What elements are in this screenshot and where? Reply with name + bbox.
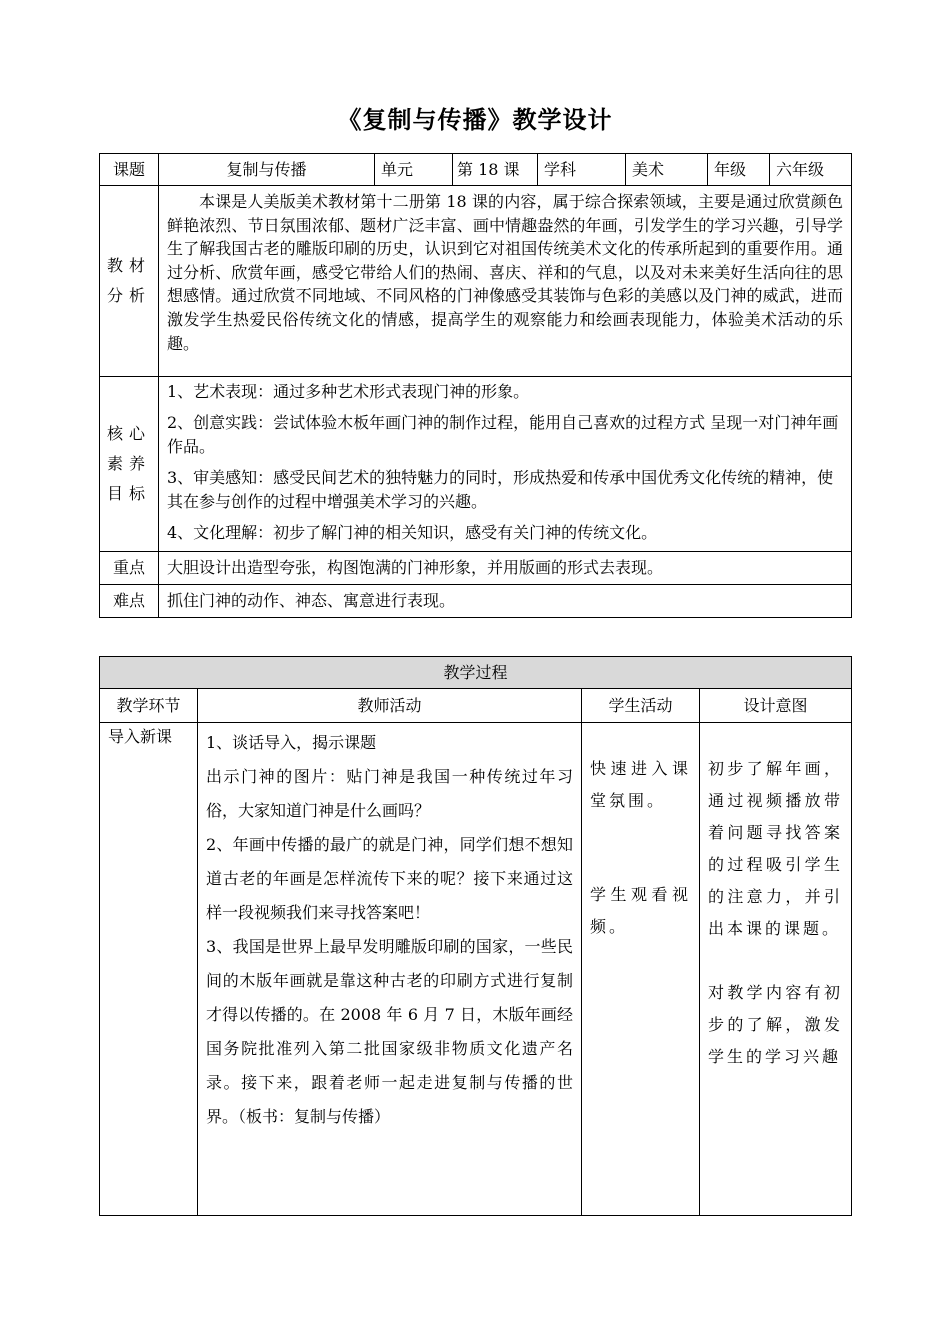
lesson-info-table: [99, 153, 852, 618]
difficulty-label: 难点: [100, 585, 159, 618]
teacher-step: 出示门神的图片：贴门神是我国一种传统过年习俗，大家知道门神是什么画吗？: [206, 767, 573, 820]
goal-item: 4、文化理解：初步了解门神的相关知识，感受有关门神的传统文化。: [167, 523, 658, 542]
teacher-step: 3、我国是世界上最早发明雕版印刷的国家，一些民间的木版年画就是靠这种古老的印刷方式进行复制才得以传播的。在 2008 年 6 月 7 日，木版年画经国务院批准列入第二批国家级非物质文化遗产名录。接下来，跟着老师一起走进复制与传播的世界。（板书：复制与传播）: [206, 937, 573, 1126]
goals-label-line3: 目标: [106, 484, 151, 503]
page-title: 《复制与传播》教学设计: [337, 105, 613, 134]
goals-content: [159, 377, 852, 552]
difficulty-text: 抓住门神的动作、神态、寓意进行表现。: [159, 585, 852, 618]
subject-label: 学科: [538, 154, 626, 186]
key-point-text: 大胆设计出造型夸张，构图饱满的门神形象，并用版画的形式去表现。: [159, 552, 852, 585]
analysis-text: 本课是人美版美术教材第十二册第 18 课的内容，属于综合探索领域，主要是通过欣赏颜色鲜艳浓烈、节日氛围浓郁、题材广泛丰富、画中情趣盎然的年画，引发学生的学习兴趣，引导学生了解我国古老的雕版印刷的历史，认识到它对祖国传统美术文化的传承所起到的重要作用。通过分析、欣赏年画，感受它带给人们的热闹、喜庆、祥和的气息，以及对未来美好生活向往的思想感情。通过欣赏不同地域、不同风格的门神像感受其装饰与色彩的美感以及门神的威武，进而激发学生热爱民俗传统文化的情感，提高学生的观察能力和绘画表现能力，体验美术活动的乐趣。: [167, 192, 843, 353]
process-columns-row: [100, 689, 852, 723]
column-teacher: 教师活动: [198, 689, 582, 723]
student-activity: [582, 723, 700, 1216]
analysis-label-line1: 教材: [106, 256, 151, 275]
subject-value: 美术: [626, 154, 708, 186]
stage-cell: 导入新课: [100, 723, 198, 1216]
goals-label-line2: 素养: [106, 454, 151, 473]
column-stage: 教学环节: [100, 689, 198, 723]
column-student: 学生活动: [582, 689, 700, 723]
teacher-step: 1、谈话导入，揭示课题: [206, 733, 377, 752]
analysis-row: [100, 186, 852, 377]
process-row: [100, 723, 852, 1216]
column-intent: 设计意图: [700, 689, 852, 723]
key-point-label: 重点: [100, 552, 159, 585]
key-point-row: [100, 552, 852, 585]
goals-label-line1: 核心: [106, 424, 151, 443]
teacher-activity: [198, 723, 582, 1216]
topic-label: 课题: [100, 154, 159, 186]
intent-item: 初步了解年画，通过视频播放带着问题寻找答案的过程吸引学生的注意力，并引出本课的课题。: [708, 759, 844, 938]
process-header: 教学过程: [100, 657, 852, 689]
intent-item: 对教学内容有初步的了解，激发学生的学习兴趣: [708, 983, 844, 1066]
grade-value: 六年级: [770, 154, 852, 186]
unit-label: 单元: [375, 154, 453, 186]
goals-row: [100, 377, 852, 552]
grade-label: 年级: [708, 154, 770, 186]
goal-item: 3、审美感知：感受民间艺术的独特魅力的同时，形成热爱和传承中国优秀文化传统的精神，使其在参与创作的过程中增强美术学习的兴趣。: [167, 468, 834, 511]
process-header-row: [100, 657, 852, 689]
analysis-content: [159, 186, 852, 377]
analysis-label: [100, 186, 159, 377]
topic-value: 复制与传播: [159, 154, 375, 186]
goals-label: [100, 377, 159, 552]
goal-item: 2、创意实践：尝试体验木板年画门神的制作过程，能用自己喜欢的过程方式 呈现一对门神年画作品。: [167, 413, 839, 456]
info-row: [100, 154, 852, 186]
teacher-step: 2、年画中传播的最广的就是门神，同学们想不想知道古老的年画是怎样流传下来的呢？接下来通过这样一段视频我们来寻找答案吧！: [206, 835, 573, 922]
unit-value: 第 18 课: [453, 154, 538, 186]
analysis-label-line2: 分析: [106, 286, 151, 305]
difficulty-row: [100, 585, 852, 618]
student-step: 快速进入课堂氛围。: [590, 759, 691, 810]
design-intent: [700, 723, 852, 1216]
teaching-process-table: [99, 656, 852, 1216]
student-step: 学生观看视频。: [590, 885, 691, 936]
goal-item: 1、艺术表现：通过多种艺术形式表现门神的形象。: [167, 382, 530, 401]
